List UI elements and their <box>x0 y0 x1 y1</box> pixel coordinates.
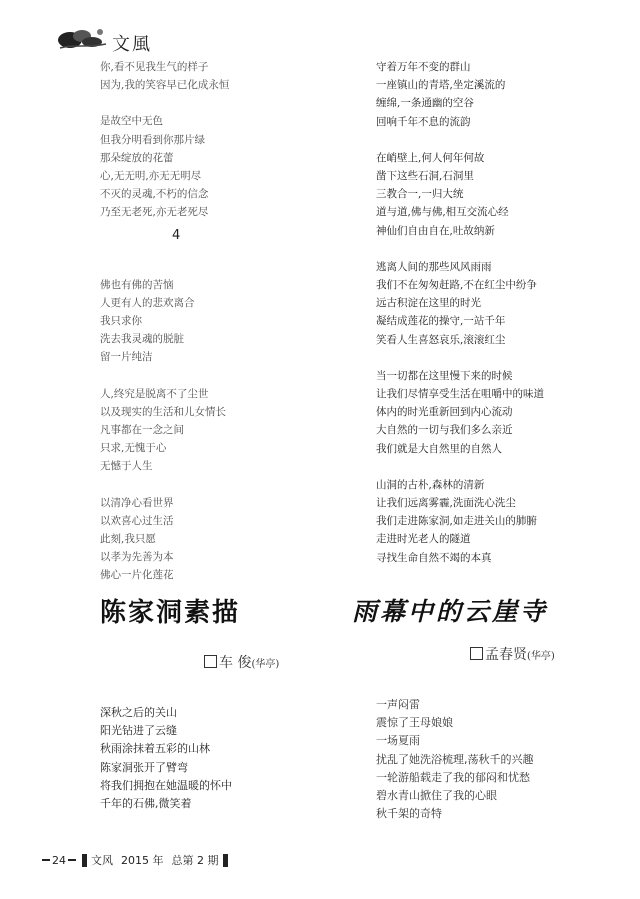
poem-line: 凝结成莲花的操守,一站千年 <box>376 315 506 328</box>
poem-line: 但我分明看到你那片绿 <box>100 133 205 146</box>
page-number: 24 <box>52 853 66 867</box>
bar-mark <box>82 854 87 867</box>
poem1-author: 车 俊 <box>219 655 252 671</box>
stanza-gap <box>100 476 300 494</box>
poem-line: 凡事都在一念之间 <box>100 424 184 437</box>
stanza-gap <box>100 240 300 258</box>
poem-line: 一声闷雷 <box>376 698 420 711</box>
poem2-title: 雨幕中的云崖寺 <box>352 597 549 626</box>
dash-mark <box>42 859 50 861</box>
poem-line: 三教合一,一归大统 <box>376 188 464 201</box>
poem-line: 凿下这些石洞,石洞里 <box>376 170 474 183</box>
stanza-gap <box>376 131 586 149</box>
poem-line: 心,无无明,亦无无明尽 <box>100 170 202 183</box>
poem2-location: (华亭) <box>527 651 555 662</box>
poem-line: 你,看不见我生气的样子 <box>100 61 209 73</box>
poem1-byline <box>204 652 279 672</box>
journal-name: 文风 <box>91 854 113 867</box>
poem-line: 当一切都在这里慢下来的时候 <box>376 369 513 382</box>
poem-line: 人,终究是脱离不了尘世 <box>100 387 209 400</box>
poem-line: 佛心一片化莲花 <box>100 569 174 582</box>
poem-line: 以孝为先善为本 <box>100 551 174 564</box>
poem2-byline <box>470 644 555 664</box>
stanza-gap <box>376 458 586 476</box>
section-name: 文風 <box>112 34 152 55</box>
left-poem-column <box>100 58 300 585</box>
poem-line: 震惊了王母娘娘 <box>376 716 453 730</box>
poem-line: 千年的石佛,微笑着 <box>100 797 192 811</box>
poem-line: 以清净心看世界 <box>100 496 174 509</box>
stanza-gap <box>100 258 300 276</box>
poem-line: 缠绵,一条通幽的空谷 <box>376 97 474 110</box>
right-poem-column <box>376 58 586 567</box>
poem-line: 寻找生命自然不竭的本真 <box>376 551 492 564</box>
box-mark-icon <box>470 647 483 660</box>
poem-line: 走进时光老人的隧道 <box>376 533 471 546</box>
poem-line: 大自然的一切与我们多么亲近 <box>376 424 513 437</box>
poem-line: 在峭壁上,何人何年何故 <box>376 151 485 164</box>
poem-line: 山洞的古朴,森林的清新 <box>376 478 485 491</box>
poem-line: 我们就是大自然里的自然人 <box>376 442 502 455</box>
page-header <box>56 16 176 56</box>
poem-line: 守着万年不变的群山 <box>376 61 471 73</box>
stanza-gap <box>100 367 300 385</box>
stanza-gap <box>100 222 300 240</box>
journal-issue: 总第 2 期 <box>171 854 219 867</box>
poem-line: 秋雨涂抹着五彩的山林 <box>100 742 210 756</box>
bar-mark <box>223 854 228 867</box>
poem-line: 佛也有佛的苦恼 <box>100 278 174 291</box>
poem-line: 留一片纯洁 <box>100 351 153 364</box>
poem-line: 神仙们自由自在,吐故纳新 <box>376 224 495 237</box>
poem-line: 是故空中无色 <box>100 115 163 128</box>
section-number: 4 <box>172 228 181 243</box>
poem-line: 此刻,我只愿 <box>100 533 156 546</box>
poem-line: 洗去我灵魂的脱脏 <box>100 333 184 346</box>
poem-line: 无憾于人生 <box>100 460 153 473</box>
poem-line: 一座镇山的青塔,坐定溪流的 <box>376 79 506 92</box>
poem-line: 体内的时光重新回到内心流动 <box>376 406 513 419</box>
poem-line: 扰乱了她洗浴梳理,荡秋千的兴趣 <box>376 752 534 766</box>
poem-line: 一轮游船载走了我的郁闷和忧愁 <box>376 770 530 784</box>
poem-line: 我只求你 <box>100 315 142 328</box>
poem-line: 我们不在匆匆赶路,不在红尘中纷争 <box>376 279 537 292</box>
journal-year: 2015 年 <box>121 854 164 867</box>
poem-line: 回响千年不息的流韵 <box>376 115 471 128</box>
poem-line: 一场夏雨 <box>376 734 420 748</box>
poem-line: 笑看人生喜怒哀乐,滚滚红尘 <box>376 333 506 346</box>
poem-line: 只求,无愧于心 <box>100 442 167 455</box>
poem-line: 碧水青山掀住了我的心眼 <box>376 789 497 803</box>
ink-flower-icon <box>56 22 108 52</box>
poem-line: 因为,我的笑容早已化成永恒 <box>100 79 230 92</box>
page-footer <box>40 852 232 868</box>
poem-line: 人更有人的悲欢离合 <box>100 296 195 309</box>
poem-line: 以欢喜心过生活 <box>100 514 174 527</box>
dash-mark <box>68 859 76 861</box>
poem1-location: (华亭) <box>251 659 280 670</box>
stanza-gap <box>376 240 586 258</box>
poem1-title: 陈家洞素描 <box>100 598 241 628</box>
poem-line: 让我们远离雾霾,洗面洗心洗尘 <box>376 497 516 510</box>
poem-line: 远古积淀在这里的时光 <box>376 297 481 310</box>
poem1-body <box>100 704 232 813</box>
poem-line: 陈家洞张开了臂弯 <box>100 760 188 774</box>
poem-line: 乃至无老死,亦无老死尽 <box>100 206 209 219</box>
poem-line: 以及现实的生活和儿女情长 <box>100 405 226 418</box>
poem-line: 逃离人间的那些风风雨雨 <box>376 260 492 273</box>
stanza-gap <box>100 94 300 112</box>
poem2-body <box>376 696 534 823</box>
poem2-author: 孟春贤 <box>485 647 527 663</box>
poem-line: 道与道,佛与佛,相互交流心经 <box>376 206 509 219</box>
box-mark-icon <box>204 655 217 668</box>
poem-line: 不灭的灵魂,不朽的信念 <box>100 188 209 201</box>
poem-line: 我们走进陈家洞,如走进关山的肺腑 <box>376 515 537 528</box>
poem-line: 让我们尽情享受生活在咀嚼中的味道 <box>376 388 544 401</box>
poem-line: 将我们拥抱在她温暖的怀中 <box>100 778 232 792</box>
stanza-gap <box>376 349 586 367</box>
poem-line: 深秋之后的关山 <box>100 706 177 719</box>
poem-line: 那朵绽放的花蕾 <box>100 151 174 164</box>
poem-line: 秋千架的奇特 <box>376 807 442 821</box>
poem-line: 阳光钻进了云缝 <box>100 724 177 738</box>
